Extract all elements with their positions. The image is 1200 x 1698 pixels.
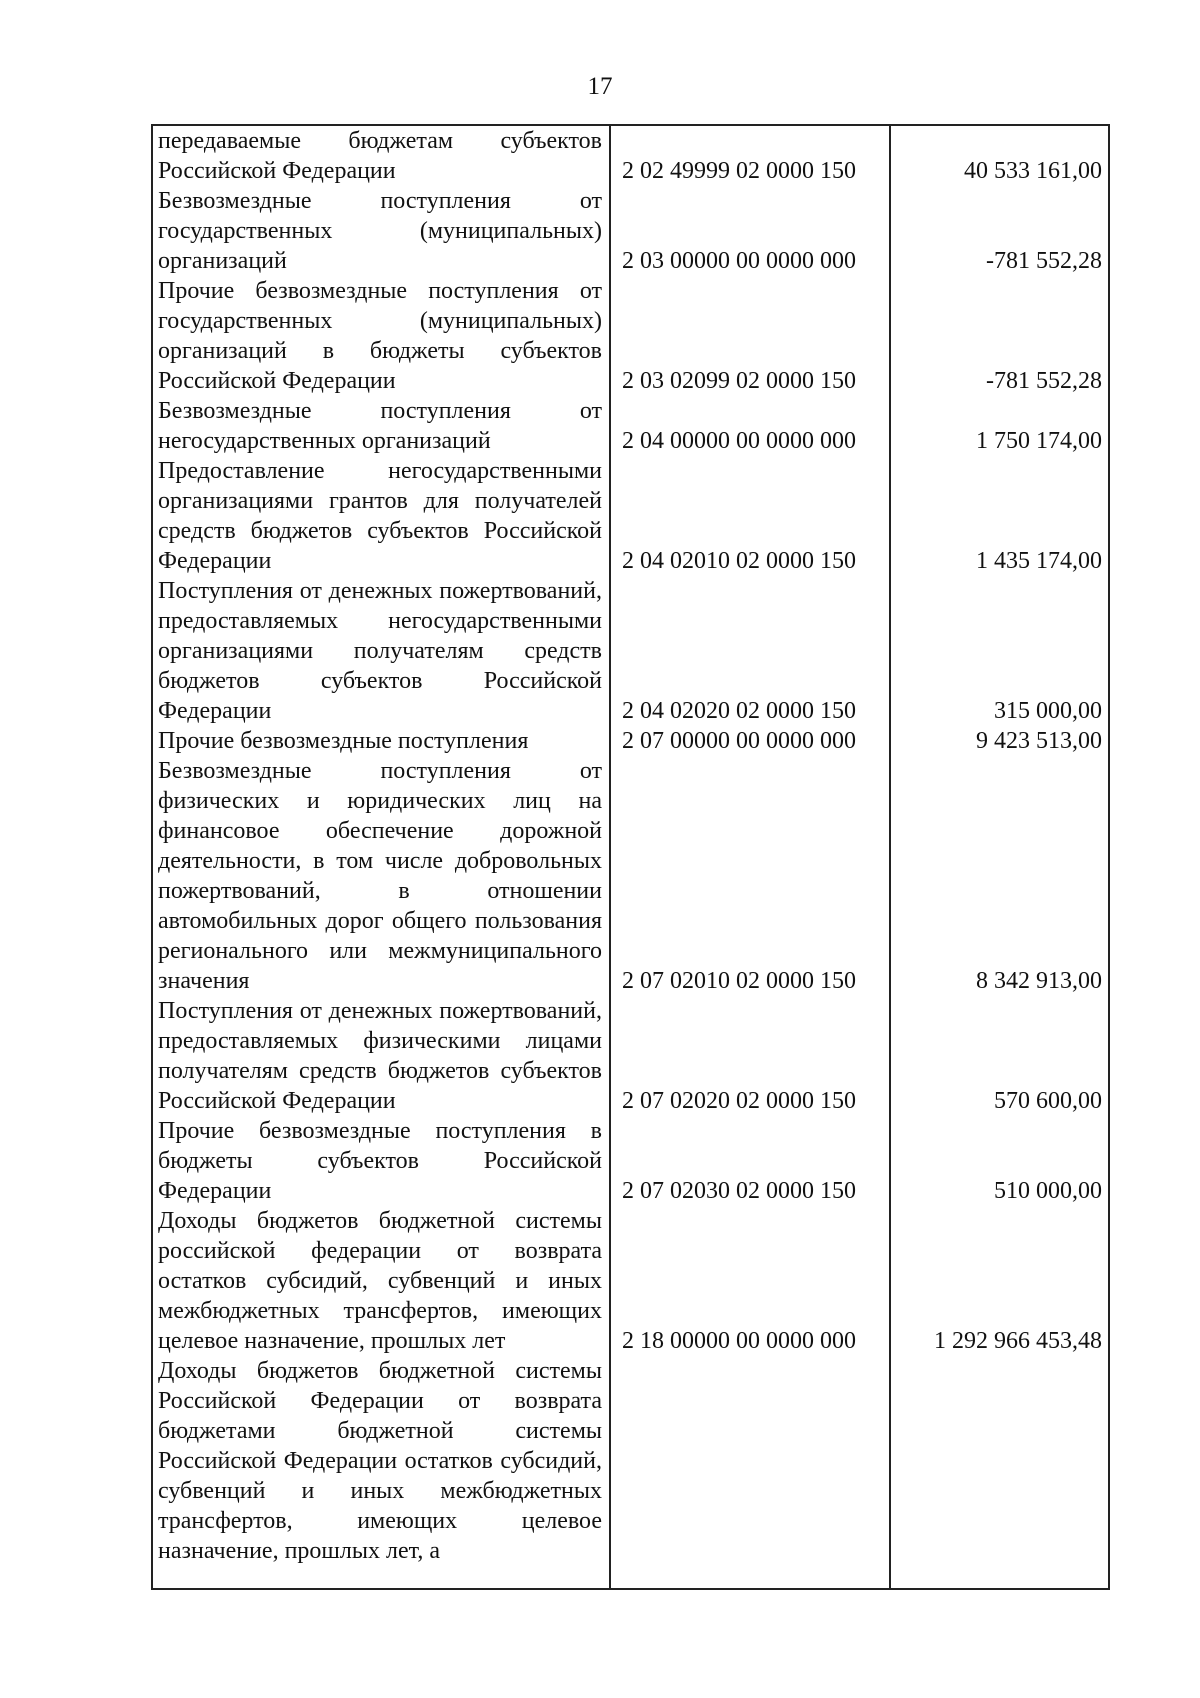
table-row <box>153 186 1108 276</box>
revenue-table <box>151 124 1110 1590</box>
row-code: 2 07 02020 02 0000 150 <box>622 1088 856 1114</box>
row-description: Прочие безвозмездные поступления от государственных (муниципальных) организаций в бюджеты субъектов Российской Федерации <box>158 278 602 394</box>
row-description: Прочие безвозмездные поступления в бюджеты субъектов Российской Федерации <box>158 1118 602 1204</box>
table-row <box>153 756 1108 996</box>
table-row <box>153 1356 1108 1566</box>
table-row <box>153 1116 1108 1206</box>
row-amount: 315 000,00 <box>994 698 1102 724</box>
row-description: Поступления от денежных пожертвований, предоставляемых негосударственными организациями получателям средств бюджетов субъектов Российской Федерации <box>158 578 602 724</box>
row-amount: -781 552,28 <box>986 368 1102 394</box>
row-code: 2 04 00000 00 0000 000 <box>622 428 856 454</box>
row-amount: 510 000,00 <box>994 1178 1102 1204</box>
table-rows <box>153 126 1108 1566</box>
row-code: 2 04 02020 02 0000 150 <box>622 698 856 724</box>
row-code: 2 03 02099 02 0000 150 <box>622 368 856 394</box>
table-row <box>153 1206 1108 1356</box>
table-row <box>153 996 1108 1116</box>
row-amount: 9 423 513,00 <box>976 728 1102 754</box>
row-description: Поступления от денежных пожертвований, предоставляемых физическими лицами получателям средств бюджетов субъектов Российской Федерации <box>158 998 602 1114</box>
row-amount: 1 750 174,00 <box>976 428 1102 454</box>
row-amount: -781 552,28 <box>986 248 1102 274</box>
table-row <box>153 396 1108 456</box>
row-amount: 1 292 966 453,48 <box>934 1328 1102 1354</box>
row-amount: 40 533 161,00 <box>964 158 1102 184</box>
table-row <box>153 126 1108 186</box>
row-description: Прочие безвозмездные поступления <box>158 728 529 754</box>
row-description: Доходы бюджетов бюджетной системы российской федерации от возврата остатков субсидий, субвенций и иных межбюджетных трансфертов, имеющих целевое назначение, прошлых лет <box>158 1208 602 1354</box>
row-code: 2 04 02010 02 0000 150 <box>622 548 856 574</box>
row-amount: 570 600,00 <box>994 1088 1102 1114</box>
row-description: Безвозмездные поступления от физических и юридических лиц на финансовое обеспечение дорожной деятельности, в том числе добровольных пожертвований, в отношении автомобильных дорог общего пользования регионального или межмуниципального значения <box>158 758 602 994</box>
row-description: Предоставление негосударственными организациями грантов для получателей средств бюджетов субъектов Российской Федерации <box>158 458 602 574</box>
row-code: 2 03 00000 00 0000 000 <box>622 248 856 274</box>
row-amount: 8 342 913,00 <box>976 968 1102 994</box>
row-description: передаваемые бюджетам субъектов Российской Федерации <box>158 128 602 184</box>
row-code: 2 07 00000 00 0000 000 <box>622 728 856 754</box>
row-code: 2 07 02030 02 0000 150 <box>622 1178 856 1204</box>
row-code: 2 02 49999 02 0000 150 <box>622 158 856 184</box>
row-amount: 1 435 174,00 <box>976 548 1102 574</box>
row-code: 2 18 00000 00 0000 000 <box>622 1328 856 1354</box>
table-row <box>153 276 1108 396</box>
row-code: 2 07 02010 02 0000 150 <box>622 968 856 994</box>
table-row <box>153 576 1108 726</box>
table-row <box>153 726 1108 756</box>
page-number: 17 <box>587 73 613 100</box>
row-description: Безвозмездные поступления от негосударственных организаций <box>158 398 602 454</box>
table-row <box>153 456 1108 576</box>
row-description: Доходы бюджетов бюджетной системы Российской Федерации от возврата бюджетами бюджетной системы Российской Федерации остатков субсидий, субвенций и иных межбюджетных трансфертов, имеющих целевое назначение, прошлых лет, а <box>158 1358 602 1564</box>
row-description: Безвозмездные поступления от государственных (муниципальных) организаций <box>158 188 602 274</box>
